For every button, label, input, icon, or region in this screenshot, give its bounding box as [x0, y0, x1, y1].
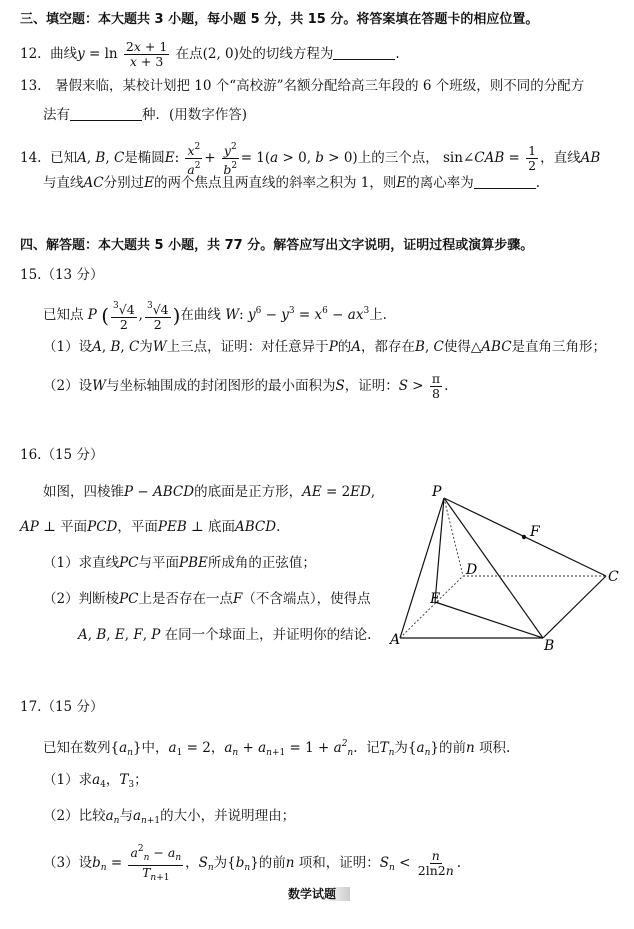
edge-PD [444, 498, 463, 576]
label-D: D [466, 562, 478, 578]
question-15-part-2: （2）设W与坐标轴围成的封闭图形的最小面积为S，证明：S > $\frac{\pi}{8}$ . [43, 371, 449, 401]
question-16-part-2: （2）判断棱PC上是否存在一点F（不含端点），使得点 [43, 591, 371, 607]
question-15-part-1: （1）设A, B, C为W上三点，证明：对任意异于P的A，都存在B, C使得△ABC是直角三角形； [43, 339, 607, 355]
question-16-head: 16.（15 分） [20, 447, 104, 463]
question-17-head: 17.（15 分） [20, 699, 104, 715]
section-3-title: 三、填空题：本大题共 3 小题，每小题 5 分，共 15 分。将答案填在答题卡的相应位置。 [20, 12, 539, 27]
label-B: B [544, 638, 555, 654]
question-13-line-1: 13. 暑假来临，某校计划把 10 个“高校游”名额分配给高三年段的 6 个班级，则不同的分配方 [20, 78, 585, 94]
answer-blank-13[interactable] [70, 106, 142, 121]
point-F [522, 535, 526, 539]
answer-blank-14[interactable] [474, 174, 536, 189]
edge-PB [444, 498, 543, 638]
question-17-part-1: （1）求$a_4$，$T_3$； [43, 772, 148, 790]
label-A: A [390, 632, 401, 648]
question-16-line-2: AP ⊥ 平面PCD，平面PEB ⊥ 底面ABCD. [20, 519, 281, 535]
question-14-line-1: 14. 已知A, B, C是椭圆E: $\frac{x^2}{a^2}$ + $\frac{y^2}{b^2}$ = 1(a > 0, b > 0)上的三个点， sin∠CAB = $\frac{1}{2}$ ，直线AB [20, 142, 601, 177]
question-17-intro: 已知在数列$\{a_n\}$中，$a_1 = 2$，$a_n + a_{n+1} = 1 + a^2_n$. 记$T_n$为$\{a_n\}$的前n 项积. [43, 739, 511, 758]
pyramid-figure [386, 480, 626, 655]
question-17-part-2: （2）比较$a_n$与$a_{n+1}$的大小，并说明理由； [43, 808, 296, 826]
label-E: E [430, 591, 441, 607]
answer-blank-12[interactable] [333, 45, 395, 60]
edge-BC [543, 576, 606, 638]
question-15-intro: 已知点 P ( $\frac{^3√4}{2}$ , $\frac{^3√4}{2}$ )在曲线 W: $y^6 - y^3 = x^6 - ax^3$上. [43, 301, 387, 332]
page-footer: 数学试题 [0, 885, 634, 902]
question-12: 12. 曲线y = ln $\frac{2x + 1}{x + 3}$ 在点(2, 0)处的切线方程为 . [20, 39, 400, 69]
question-13-line-2: 法有 种．(用数字作答) [43, 107, 248, 123]
label-P: P [432, 484, 442, 500]
label-F: F [530, 524, 540, 540]
label-C: C [608, 569, 619, 585]
question-16-line-1: 如图，四棱锥P − ABCD的底面是正方形，AE = 2ED, [43, 484, 376, 500]
question-14-line-2: 与直线AC分别过E的两个焦点且两直线的斜率之积为 1，则E的离心率为 . [43, 175, 540, 191]
question-16-part-2-cont: A, B, E, F, P 在同一个球面上，并证明你的结论. [78, 627, 372, 643]
edge-BE [435, 602, 543, 638]
question-16-part-1: （1）求直线PC与平面PBE所成角的正弦值； [43, 555, 316, 571]
question-15-head: 15.（13 分） [20, 267, 104, 283]
section-4-title: 四、解答题：本大题共 5 小题，共 77 分。解答应写出文字说明，证明过程或演算步骤。 [20, 238, 534, 253]
question-17-part-3: （3）设$b_n$ = $\frac{a^2_n - a_n}{T_{n+1}}$ ，$S_n$为$\{b_n\}$的前n 项和，证明：$S_n$ < $\frac{n}{2\ln 2n}$ . [43, 844, 462, 883]
